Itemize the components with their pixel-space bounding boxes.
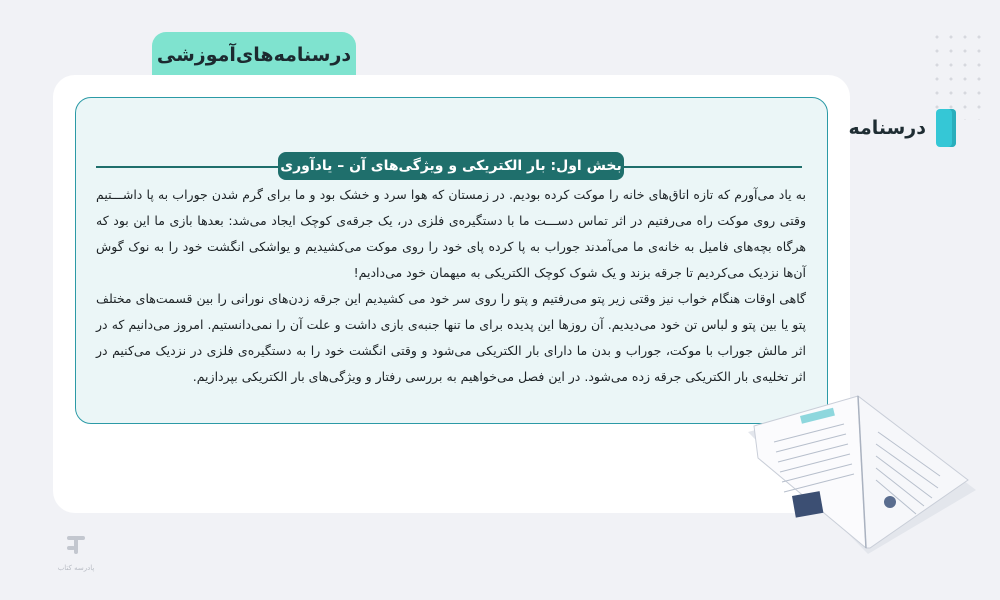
section-title-banner	[278, 152, 624, 180]
open-book-icon	[740, 372, 982, 558]
lesson-heading-title: درسنامه	[848, 117, 926, 139]
category-tab-label: درسنامه‌های‌آموزشی	[156, 44, 352, 66]
brand-logo	[46, 530, 106, 580]
section-title: بخش اول: بار الکتریکی و ویژگی‌های آن – یادآوری	[280, 158, 622, 174]
brand-logo-icon	[61, 530, 91, 560]
heading-marker-icon	[936, 109, 956, 147]
category-tab[interactable]	[152, 32, 356, 78]
lesson-heading	[848, 108, 956, 148]
lesson-paragraph-1: به یاد می‌آورم که تازه اتاق‌های خانه را موکت کرده بودیم. در زمستان که هوا سرد و خشک بود و ما برای گرم شدن جوراب به پا داشـــتیم وقتی روی موکت راه می‌رفتیم در اثر تماس دســـت ما با دستگیره‌ی فلزی در، یک جرقه‌ی کوچک ایجاد می‌شد: بعدها بازی ما این بود که هرگاه بچه‌های فامیل به خانه‌ی ما می‌آمدند جوراب به پا کرده پای خود را روی موکت می‌کشیدیم و یواشکی انگشت خود را به نوک گوش آن‌ها نزدیک می‌کردیم تا جرقه بزند و یک شوک کوچک الکتریکی به میهمان خود می‌دادیم!	[96, 187, 806, 280]
lesson-paragraph-2: گاهی اوقات هنگام خواب نیز وقتی زیر پتو می‌رفتیم و پتو را روی سر خود می کشیدیم این جرقه زدن‌های نورانی را بین قسمت‌های مختلف پتو یا بین پتو و لباس تن خود می‌دیدیم. آن روزها این پدیده برای ما تنها جنبه‌ی بازی داشت و علت آن را نمی‌دانستیم. امروز می‌دانیم که در اثر مالش جوراب با موکت، جوراب و بدن ما دارای بار الکتریکی می‌شود و وقتی انگشت خود را به دستگیره‌ی فلزی در نزدیک می‌کنیم در اثر تخلیه‌ی بار الکتریکی جرقه زده می‌شود. در این فصل می‌خواهیم به بررسی رفتار و ویژگی‌های بار الکتریکی بپردازیم.	[96, 291, 806, 384]
brand-logo-text: پادرسه کتاب	[57, 564, 95, 572]
lesson-body	[96, 182, 806, 390]
decorative-dot-grid	[930, 30, 990, 120]
